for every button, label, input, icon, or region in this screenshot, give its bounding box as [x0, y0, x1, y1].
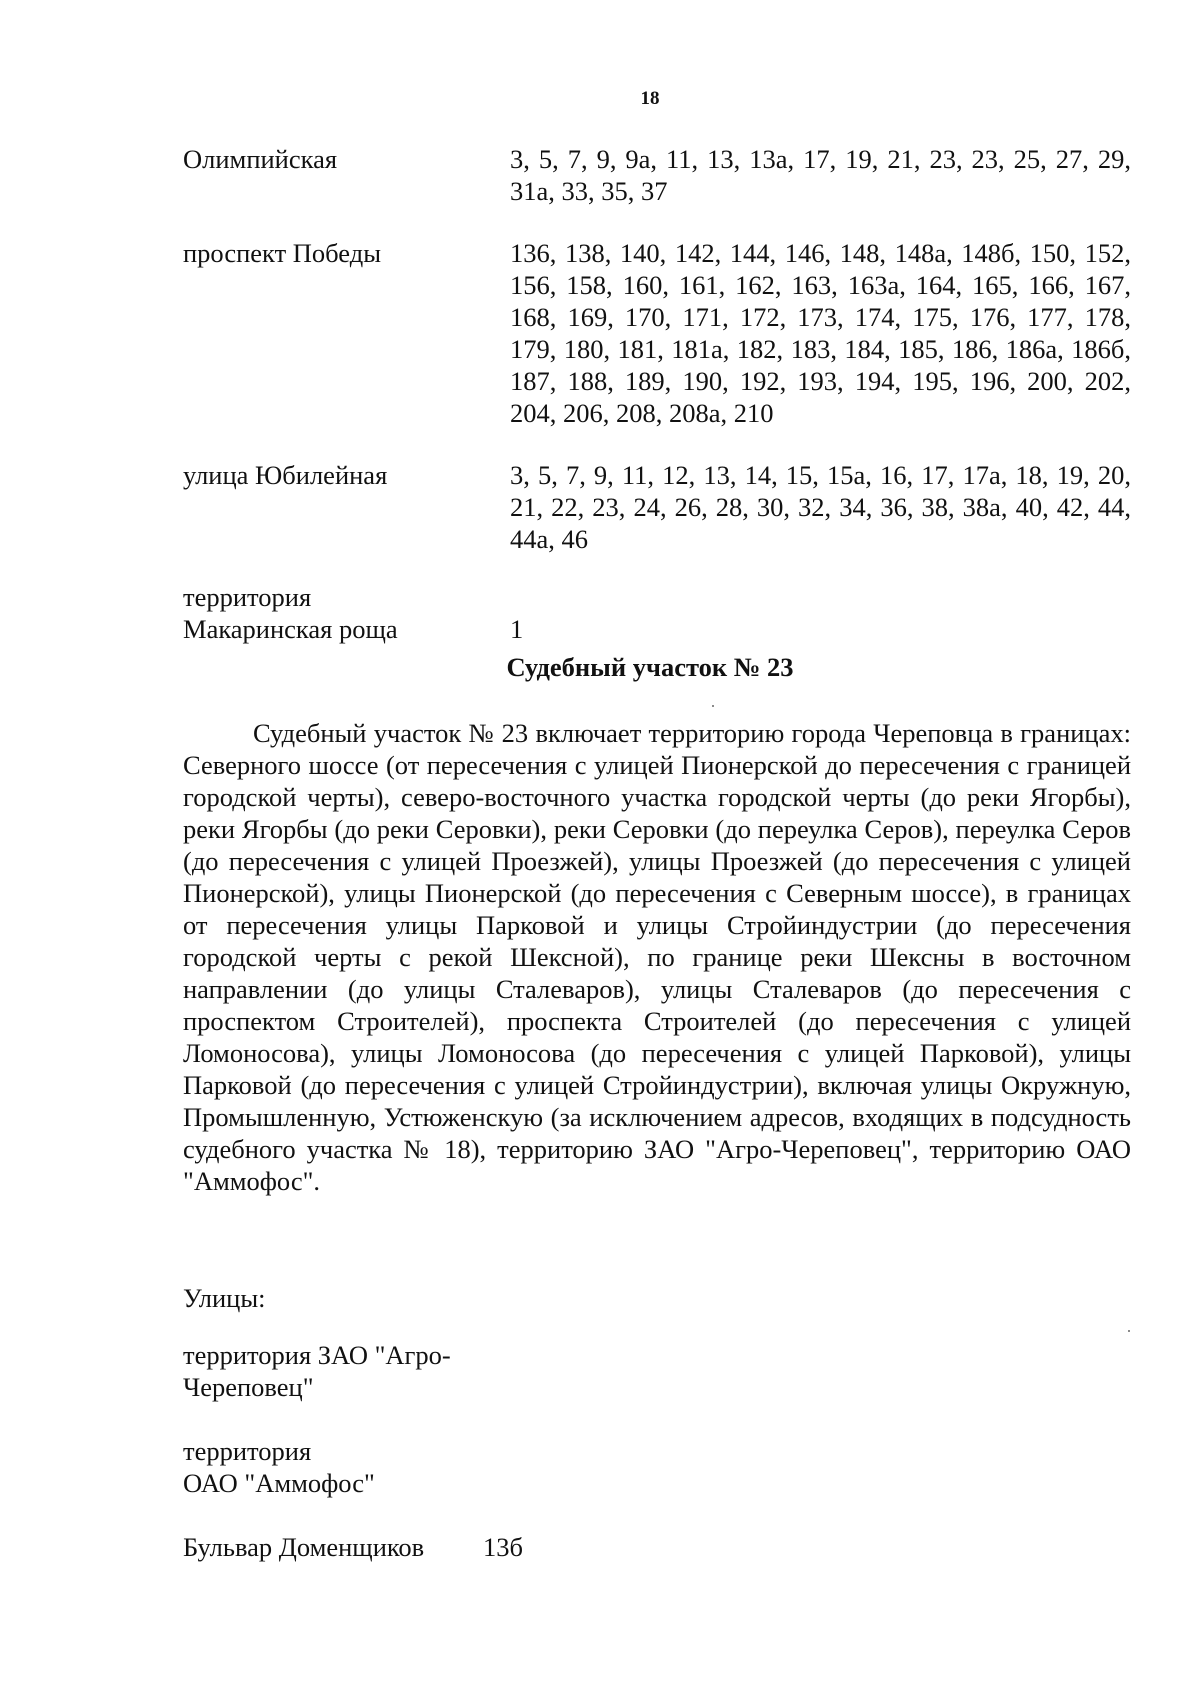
address-row-makarinskaya-roshcha [183, 581, 1131, 645]
street-name-line1: территория [183, 582, 312, 612]
house-numbers: 3, 5, 7, 9, 9а, 11, 13, 13а, 17, 19, 21, 23, 23, 25, 27, 29, 31а, 33, 35, 37 [510, 144, 1131, 206]
address-row-yubileynaya [183, 459, 1131, 555]
address-row-prospekt-pobedy [183, 237, 1131, 429]
scan-speck [712, 705, 714, 707]
street-name: Олимпийская [183, 144, 338, 174]
house-numbers: 3, 5, 7, 9, 11, 12, 13, 14, 15, 15а, 16, 17, 17а, 18, 19, 20, 21, 22, 23, 24, 26, 28, 30, 32, 34, 36, 38, 38а, 40, 42, 44, 44а, 46 [510, 460, 1131, 554]
street-name [183, 581, 510, 645]
street-name-line1: Бульвар Доменщиков [183, 1532, 425, 1562]
page-number: 18 [640, 88, 660, 109]
scan-speck [1128, 1330, 1130, 1332]
address-table [183, 143, 1131, 675]
street-name-line2: Череповец" [183, 1372, 314, 1402]
streets-heading: Улицы: [183, 1283, 266, 1313]
street-item-agro-cherepovets [183, 1339, 783, 1403]
street-name [183, 1339, 503, 1403]
street-name: улица Юбилейная [183, 460, 388, 490]
street-item-bulvar-domenshchikov [183, 1531, 783, 1563]
street-item-ammofos [183, 1435, 783, 1499]
street-name-line2: Макаринская роща [183, 614, 398, 644]
street-name-line1: территория ЗАО "Агро- [183, 1340, 451, 1370]
house-numbers: 136, 138, 140, 142, 144, 146, 148, 148а, 148б, 150, 152, 156, 158, 160, 161, 162, 163, 163а, 164, 165, 166, 167, 168, 169, 170, 171, 172, 173, 174, 175, 176, 177, 178, 179, 180, 181, 181а, 182, 183, 184, 185, 186, 186а, 186б, 187, 188, 189, 190, 192, 193, 194, 195, 196, 200, 202, 204, 206, 208, 208а, 210 [510, 238, 1131, 428]
street-name [183, 1531, 473, 1563]
section-body: Судебный участок № 23 включает территорию города Череповца в границах: Северного шоссе (от пересечения с улицей Пионерской до пересечения с границей городской черты), северо-восточного участка городской черты (до реки Ягорбы), реки Ягорбы (до реки Серовки), реки Серовки (до переулка Серов), переулка Серов (до пересечения с улицей Проезжей), улицы Проезжей (до пересечения с улицей Пионерской), улицы Пионерской (до пересечения с Северным шоссе), в границах от пересечения улицы Парковой и улицы Стройиндустрии (до пересечения городской черты с рекой Шексной), по границе реки Шексны в восточном направлении (до улицы Сталеваров), улицы Сталеваров (до пересечения с проспектом Строителей), проспекта Строителей (до пересечения с улицей Ломоносова), улицы Ломоносова (до пересечения с улицей Парковой), улицы Парковой (до пересечения с улицей Стройиндустрии), включая улицы Окружную, Промышленную, Устюженскую (за исключением адресов, входящих в подсудность судебного участка № 18), территорию ЗАО "Агро-Череповец", территорию ОАО "Аммофос". [183, 718, 1131, 1196]
street-name [183, 1435, 503, 1499]
address-row-olympiyskaya [183, 143, 1131, 207]
street-list [183, 1339, 783, 1595]
street-name-line1: территория [183, 1436, 312, 1466]
house-numbers: 1 [510, 614, 524, 644]
street-name: проспект Победы [183, 238, 381, 268]
section-title: Судебный участок № 23 [506, 652, 794, 682]
street-name-line2: ОАО "Аммофос" [183, 1468, 375, 1498]
house-numbers: 13б [483, 1532, 523, 1562]
